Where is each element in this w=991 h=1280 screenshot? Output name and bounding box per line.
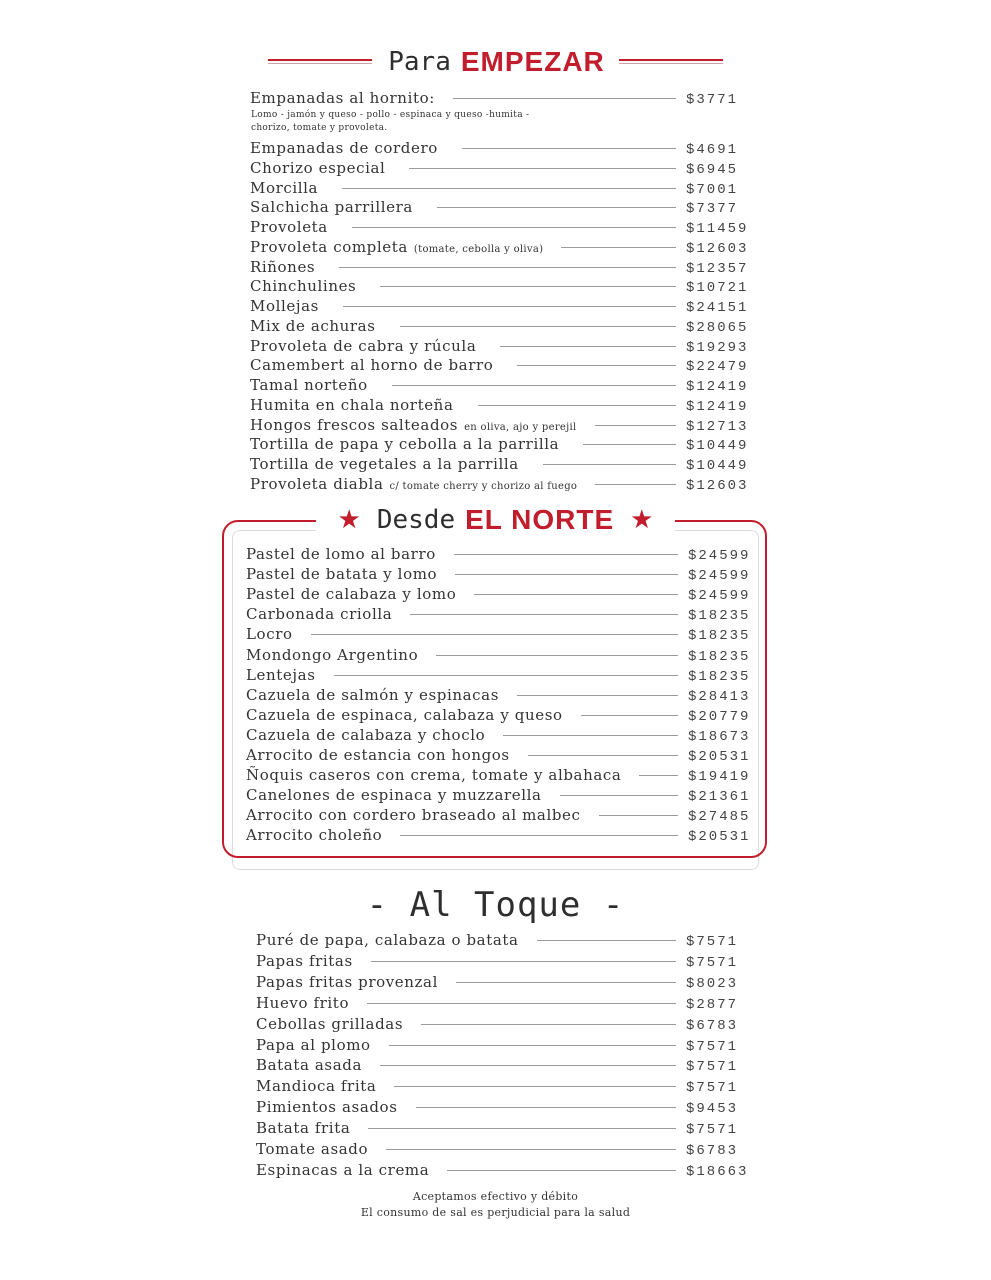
item-name: Camembert al horno de barro <box>250 356 494 375</box>
list-item <box>246 625 752 645</box>
item-price: $7377 <box>686 201 739 218</box>
list-item <box>246 585 752 605</box>
item-name: Papa al plomo <box>256 1035 371 1054</box>
dotted-leader <box>436 655 678 656</box>
toque-list <box>256 931 750 1185</box>
list-item <box>246 605 752 625</box>
item-price: $6783 <box>686 1143 739 1159</box>
list-item <box>256 973 750 993</box>
norte-title <box>0 500 991 540</box>
item-name: Tortilla de papa y cebolla a la parrilla <box>250 435 560 454</box>
item-price: $28065 <box>686 319 749 336</box>
star-icon: ★ <box>337 505 361 535</box>
list-item <box>250 238 750 258</box>
item-price: $19419 <box>688 769 751 786</box>
list-item <box>250 317 750 337</box>
list-item <box>250 198 750 218</box>
item-price: $18235 <box>688 668 751 685</box>
list-item <box>246 806 752 826</box>
list-item <box>256 1098 750 1118</box>
item-name: Humita en chala norteña <box>250 395 454 414</box>
dotted-leader <box>311 634 678 635</box>
item-name: Empanadas de cordero <box>250 139 438 157</box>
list-item <box>256 1056 750 1076</box>
item-price: $18673 <box>688 728 751 745</box>
item-price: $6783 <box>686 1017 739 1034</box>
list-item <box>250 455 750 475</box>
dotted-leader <box>500 346 676 347</box>
dotted-leader <box>392 385 676 386</box>
dotted-leader <box>455 574 678 575</box>
list-item <box>246 545 752 565</box>
dotted-leader <box>410 614 678 615</box>
empezar-title-prefix: Para <box>388 47 451 77</box>
list-item <box>250 258 750 278</box>
empezar-title <box>0 42 991 82</box>
dotted-leader <box>409 168 676 169</box>
item-price: $18235 <box>688 628 751 645</box>
dotted-leader <box>454 554 678 555</box>
item-name: Hongos frescos salteados <box>250 415 459 434</box>
list-item <box>246 666 752 686</box>
list-item <box>246 786 752 806</box>
dotted-leader <box>583 444 676 445</box>
list-item <box>256 1119 750 1139</box>
item-note: (tomate, cebolla y oliva) <box>413 243 544 255</box>
description-line: chorizo, tomate y provoleta. <box>251 123 388 133</box>
dotted-leader <box>447 1170 676 1171</box>
dotted-leader <box>595 425 676 426</box>
item-name: Pimientos asados <box>256 1098 398 1117</box>
item-name: Papas fritas <box>256 951 353 970</box>
footer-salt-warning: El consumo de sal es perjudicial para la salud <box>360 1206 631 1219</box>
item-price: $12419 <box>686 398 749 415</box>
empezar-list <box>250 139 750 499</box>
item-name: Morcilla <box>250 178 319 197</box>
item-name: Lentejas <box>246 665 316 684</box>
list-item <box>256 1077 750 1097</box>
list-item <box>250 337 750 357</box>
toque-title <box>0 882 991 928</box>
dotted-leader <box>421 1024 676 1025</box>
list-item <box>246 726 752 746</box>
item-price: $18663 <box>686 1163 749 1180</box>
dotted-leader <box>543 464 676 465</box>
toque-title-text: - Al Toque - <box>366 885 625 925</box>
dotted-leader <box>380 1065 676 1066</box>
list-item <box>250 139 750 159</box>
list-item <box>256 1161 750 1181</box>
item-name: Cazuela de salmón y espinacas <box>246 685 499 704</box>
item-price: $12713 <box>686 418 749 435</box>
list-item <box>250 475 750 495</box>
item-name: Mandioca frita <box>256 1077 377 1096</box>
dotted-leader <box>639 775 678 776</box>
item-name: Riñones <box>250 257 316 276</box>
dotted-leader <box>367 1003 676 1004</box>
item-name: Locro <box>246 625 293 644</box>
item-name: Chinchulines <box>250 277 357 296</box>
dotted-leader <box>352 227 676 228</box>
empanadas-description <box>251 109 529 135</box>
item-name: Espinacas a la crema <box>256 1160 430 1179</box>
item-price: $24599 <box>688 568 751 585</box>
item-name: Cebollas grilladas <box>256 1014 404 1033</box>
item-price: $18235 <box>688 608 751 625</box>
list-item <box>256 952 750 972</box>
dotted-leader <box>416 1107 677 1108</box>
item-name: Arrocito choleño <box>246 826 383 845</box>
dotted-leader <box>368 1128 676 1129</box>
list-item <box>246 646 752 666</box>
item-price: $7571 <box>686 1122 739 1139</box>
list-item <box>250 356 750 376</box>
item-name: Provoleta de cabra y rúcula <box>250 336 477 355</box>
dotted-leader <box>517 695 678 696</box>
item-price: $9453 <box>686 1101 739 1118</box>
item-price: $7571 <box>686 954 739 971</box>
item-price: $8023 <box>686 975 739 992</box>
list-item <box>246 706 752 726</box>
item-price: $7571 <box>686 1080 739 1097</box>
item-name: Tomate asado <box>256 1140 369 1158</box>
item-name: Salchicha parrillera <box>250 198 413 217</box>
list-item <box>250 396 750 416</box>
dotted-leader <box>371 961 676 962</box>
dotted-leader <box>456 982 676 983</box>
dotted-leader <box>380 286 676 287</box>
dotted-leader <box>528 755 678 756</box>
item-price: $10449 <box>686 438 749 455</box>
item-name: Pastel de batata y lomo <box>246 565 438 584</box>
list-item <box>256 994 750 1014</box>
item-name: Pastel de calabaza y lomo <box>246 585 457 604</box>
item-price: $2877 <box>686 996 739 1013</box>
list-item <box>250 435 750 455</box>
item-price: $20531 <box>688 829 751 846</box>
item-price: $18235 <box>688 648 751 665</box>
dotted-leader <box>343 306 676 307</box>
item-price: $4691 <box>686 142 739 158</box>
item-name: Empanadas al hornito: <box>250 89 435 107</box>
item-price: $24151 <box>686 300 749 316</box>
item-price: $20779 <box>688 708 751 725</box>
list-item <box>246 686 752 706</box>
item-price: $27485 <box>688 809 751 826</box>
norte-list <box>246 545 752 850</box>
item-note: c/ tomate cherry y chorizo al fuego <box>389 480 578 492</box>
empezar-first-item <box>250 89 750 109</box>
list-item <box>250 218 750 238</box>
list-item <box>256 1015 750 1035</box>
dotted-leader <box>394 1086 676 1087</box>
list-item <box>256 931 750 951</box>
list-item <box>246 746 752 766</box>
dotted-leader <box>339 267 676 268</box>
item-price: $11459 <box>686 221 749 237</box>
dotted-leader <box>560 795 678 796</box>
item-price: $10721 <box>686 280 749 297</box>
item-price: $20531 <box>688 749 751 765</box>
item-name: Tamal norteño <box>250 376 368 394</box>
empezar-title-main: EMPEZAR <box>460 46 605 77</box>
norte-title-main: EL NORTE <box>465 504 615 535</box>
item-price: $7571 <box>686 934 739 950</box>
item-name: Ñoquis caseros con crema, tomate y albahaca <box>246 766 622 785</box>
dotted-leader <box>334 675 679 676</box>
item-price: $22479 <box>686 359 749 376</box>
dotted-leader <box>462 148 676 149</box>
item-price: $12603 <box>686 477 749 494</box>
list-item <box>246 826 752 846</box>
list-item <box>256 1036 750 1056</box>
item-name: Papas fritas provenzal <box>256 972 438 991</box>
footer-payment: Aceptamos efectivo y débito <box>412 1190 579 1203</box>
item-name: Canelones de espinaca y muzzarella <box>246 786 542 805</box>
list-item <box>250 297 750 317</box>
item-name: Cazuela de calabaza y choclo <box>246 725 486 744</box>
item-price: $24599 <box>688 548 751 564</box>
list-item <box>250 416 750 436</box>
item-name: Arrocito con cordero braseado al malbec <box>246 806 581 825</box>
item-price: $12357 <box>686 260 749 277</box>
list-item <box>256 1140 750 1160</box>
item-name: Tortilla de vegetales a la parrilla <box>250 455 519 473</box>
dotted-leader <box>537 940 676 941</box>
list-item <box>250 179 750 199</box>
item-price: $24599 <box>688 588 751 605</box>
item-name: Provoleta diabla <box>250 474 384 493</box>
list-item <box>250 159 750 179</box>
item-name: Provoleta <box>250 218 328 236</box>
norte-title-wrap <box>316 504 676 536</box>
list-item <box>250 277 750 297</box>
list-item <box>250 89 750 109</box>
dotted-leader <box>437 207 676 208</box>
item-name: Cazuela de espinaca, calabaza y queso <box>246 705 563 724</box>
dotted-leader <box>561 247 676 248</box>
item-price: $10449 <box>686 458 749 474</box>
item-price: $12603 <box>686 240 749 257</box>
item-name: Arrocito de estancia con hongos <box>246 746 510 764</box>
description-line: Lomo - jamón y queso - pollo - espinaca y queso -humita - <box>251 110 530 120</box>
title-divider-right <box>619 59 723 65</box>
title-divider-left <box>268 59 372 65</box>
item-price: $21361 <box>688 789 751 806</box>
dotted-leader <box>599 815 678 816</box>
list-item <box>246 565 752 585</box>
item-price: $7571 <box>686 1059 739 1076</box>
dotted-leader <box>342 188 676 189</box>
item-name: Batata asada <box>256 1056 363 1075</box>
item-price: $19293 <box>686 339 749 356</box>
item-price: $7571 <box>686 1038 739 1055</box>
item-name: Pastel de lomo al barro <box>246 545 436 563</box>
item-name: Puré de papa, calabaza o batata <box>256 931 519 949</box>
item-name: Mondongo Argentino <box>246 645 419 664</box>
dotted-leader <box>581 715 678 716</box>
item-name: Chorizo especial <box>250 158 386 177</box>
item-price: $6945 <box>686 161 739 178</box>
item-name: Carbonada criolla <box>246 605 393 624</box>
list-item <box>246 766 752 786</box>
item-name: Mollejas <box>250 297 319 315</box>
item-price: $12419 <box>686 379 749 395</box>
dotted-leader <box>474 594 678 595</box>
dotted-leader <box>400 835 678 836</box>
dotted-leader <box>453 98 676 99</box>
item-name: Provoleta completa <box>250 237 408 256</box>
dotted-leader <box>478 405 677 406</box>
item-price: $3771 <box>686 92 739 108</box>
item-name: Batata frita <box>256 1119 351 1138</box>
list-item <box>250 376 750 396</box>
dotted-leader <box>386 1149 676 1150</box>
item-note: en oliva, ajo y perejil <box>464 421 577 433</box>
item-price: $7001 <box>686 181 739 198</box>
dotted-leader <box>595 484 676 485</box>
dotted-leader <box>389 1045 676 1046</box>
item-price: $28413 <box>688 688 751 705</box>
item-name: Huevo frito <box>256 993 350 1012</box>
star-icon: ★ <box>630 505 654 535</box>
dotted-leader <box>503 735 678 736</box>
norte-title-prefix: Desde <box>376 505 456 535</box>
item-name: Mix de achuras <box>250 316 376 335</box>
dotted-leader <box>517 365 676 366</box>
dotted-leader <box>400 326 676 327</box>
